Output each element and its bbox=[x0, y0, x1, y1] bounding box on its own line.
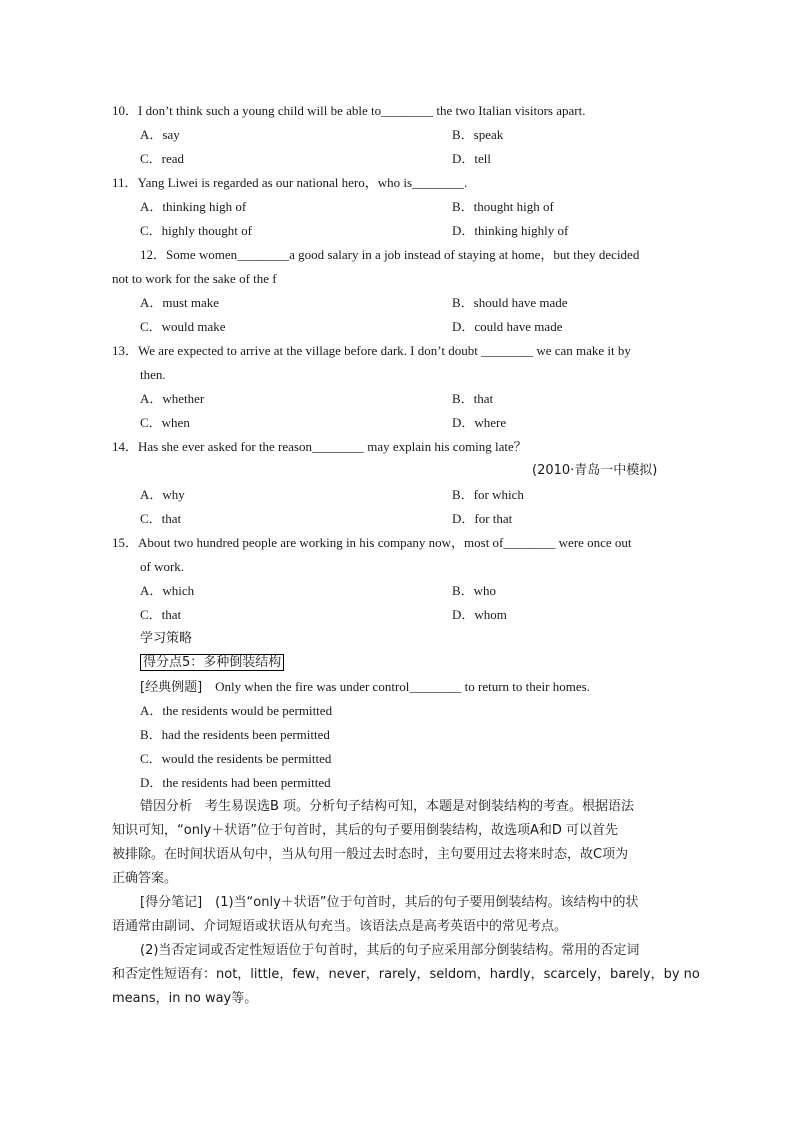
question-14-option-d: D．for that bbox=[452, 511, 513, 526]
question-13-option-d: D．where bbox=[452, 415, 507, 430]
example-option-d: D．the residents had been permitted bbox=[140, 775, 331, 790]
question-10-option-d: D．tell bbox=[452, 151, 491, 166]
analysis-line-1: 错因分析 考生易误选B 项。分析句子结构可知，本题是对倒装结构的考查。根据语法 bbox=[140, 799, 635, 814]
question-11-option-a: A．thinking high of bbox=[140, 199, 247, 214]
question-10-option-c: C．read bbox=[140, 151, 185, 166]
question-12-option-a: A．must make bbox=[140, 295, 220, 310]
strategy-point-heading bbox=[140, 654, 284, 672]
question-15-option-a: A．which bbox=[140, 583, 195, 598]
question-15-text: 15．About two hundred people are working in his company now，most of________ were once out bbox=[112, 535, 632, 550]
question-14-text: 14．Has she ever asked for the reason________ may explain his coming late？ bbox=[112, 439, 527, 454]
question-10-option-a: A．say bbox=[140, 127, 180, 142]
example-option-c: C．would the residents be permitted bbox=[140, 751, 332, 766]
question-14-source: (2010·青岛一中模拟) bbox=[532, 463, 658, 478]
question-11-option-b: B．thought high of bbox=[452, 199, 554, 214]
question-12-option-d: D．could have made bbox=[452, 319, 563, 334]
question-12-option-c: C．would make bbox=[140, 319, 226, 334]
analysis-line-2: 知识可知，“only＋状语”位于句首时，其后的句子要用倒装结构，故选项A和D 可以首先 bbox=[112, 823, 619, 838]
example-question bbox=[140, 678, 590, 697]
example-option-a: A．the residents would be permitted bbox=[140, 703, 333, 718]
question-13-option-c: C．when bbox=[140, 415, 190, 430]
analysis-line-3: 被排除。在时间状语从句中，当从句用一般过去时态时，主句要用过去将来时态，故C项为 bbox=[112, 847, 629, 862]
notes-line-2: 语通常由副词、介词短语或状语从句充当。该语法点是高考英语中的常见考点。 bbox=[112, 919, 568, 934]
question-15-text-cont: of work. bbox=[140, 559, 185, 574]
question-11-text: 11．Yang Liwei is regarded as our national hero，who is________. bbox=[112, 175, 468, 190]
question-15-option-d: D．whom bbox=[452, 607, 507, 622]
point-heading-box: 得分点5：多种倒装结构 bbox=[140, 654, 284, 671]
question-12-text: 12．Some women________a good salary in a job instead of staying at home，but they decided bbox=[140, 247, 640, 262]
notes-line-3: (2)当否定词或否定性短语位于句首时，其后的句子应采用部分倒装结构。常用的否定词 bbox=[140, 943, 640, 958]
question-11-option-d: D．thinking highly of bbox=[452, 223, 569, 238]
notes-line-4: 和否定性短语有：not，little，few，never，rarely，seldom，hardly，scarcely，barely，by no bbox=[112, 967, 700, 982]
question-13-option-b: B．that bbox=[452, 391, 494, 406]
example-option-b: B．had the residents been permitted bbox=[140, 727, 330, 742]
question-13-text: 13．We are expected to arrive at the village before dark. I don’t doubt ________ we can make it by bbox=[112, 343, 631, 358]
question-15-option-c: C．that bbox=[140, 607, 182, 622]
analysis-line-4: 正确答案。 bbox=[112, 871, 178, 886]
question-14-option-a: A．why bbox=[140, 487, 185, 502]
question-14-option-c: C．that bbox=[140, 511, 182, 526]
strategy-title: 学习策略 bbox=[140, 631, 193, 646]
question-10-option-b: B．speak bbox=[452, 127, 504, 142]
notes-line-5: means，in no way等。 bbox=[112, 991, 258, 1006]
question-14-option-b: B．for which bbox=[452, 487, 524, 502]
question-11-option-c: C．highly thought of bbox=[140, 223, 252, 238]
example-text: Only when the fire was under control________ to return to their homes. bbox=[215, 679, 590, 694]
notes-line-1: [得分笔记] (1)当“only＋状语”位于句首时，其后的句子要用倒装结构。该结构中的状 bbox=[140, 895, 639, 910]
question-12-text-cont: not to work for the sake of the f bbox=[112, 271, 277, 286]
example-label: [经典例题] bbox=[140, 680, 203, 695]
question-13-text-cont: then. bbox=[140, 367, 166, 382]
question-15-option-b: B．who bbox=[452, 583, 497, 598]
question-10-text: 10．I don’t think such a young child will be able to________ the two Italian visitors apart. bbox=[112, 103, 586, 118]
question-12-option-b: B．should have made bbox=[452, 295, 568, 310]
question-13-option-a: A．whether bbox=[140, 391, 205, 406]
